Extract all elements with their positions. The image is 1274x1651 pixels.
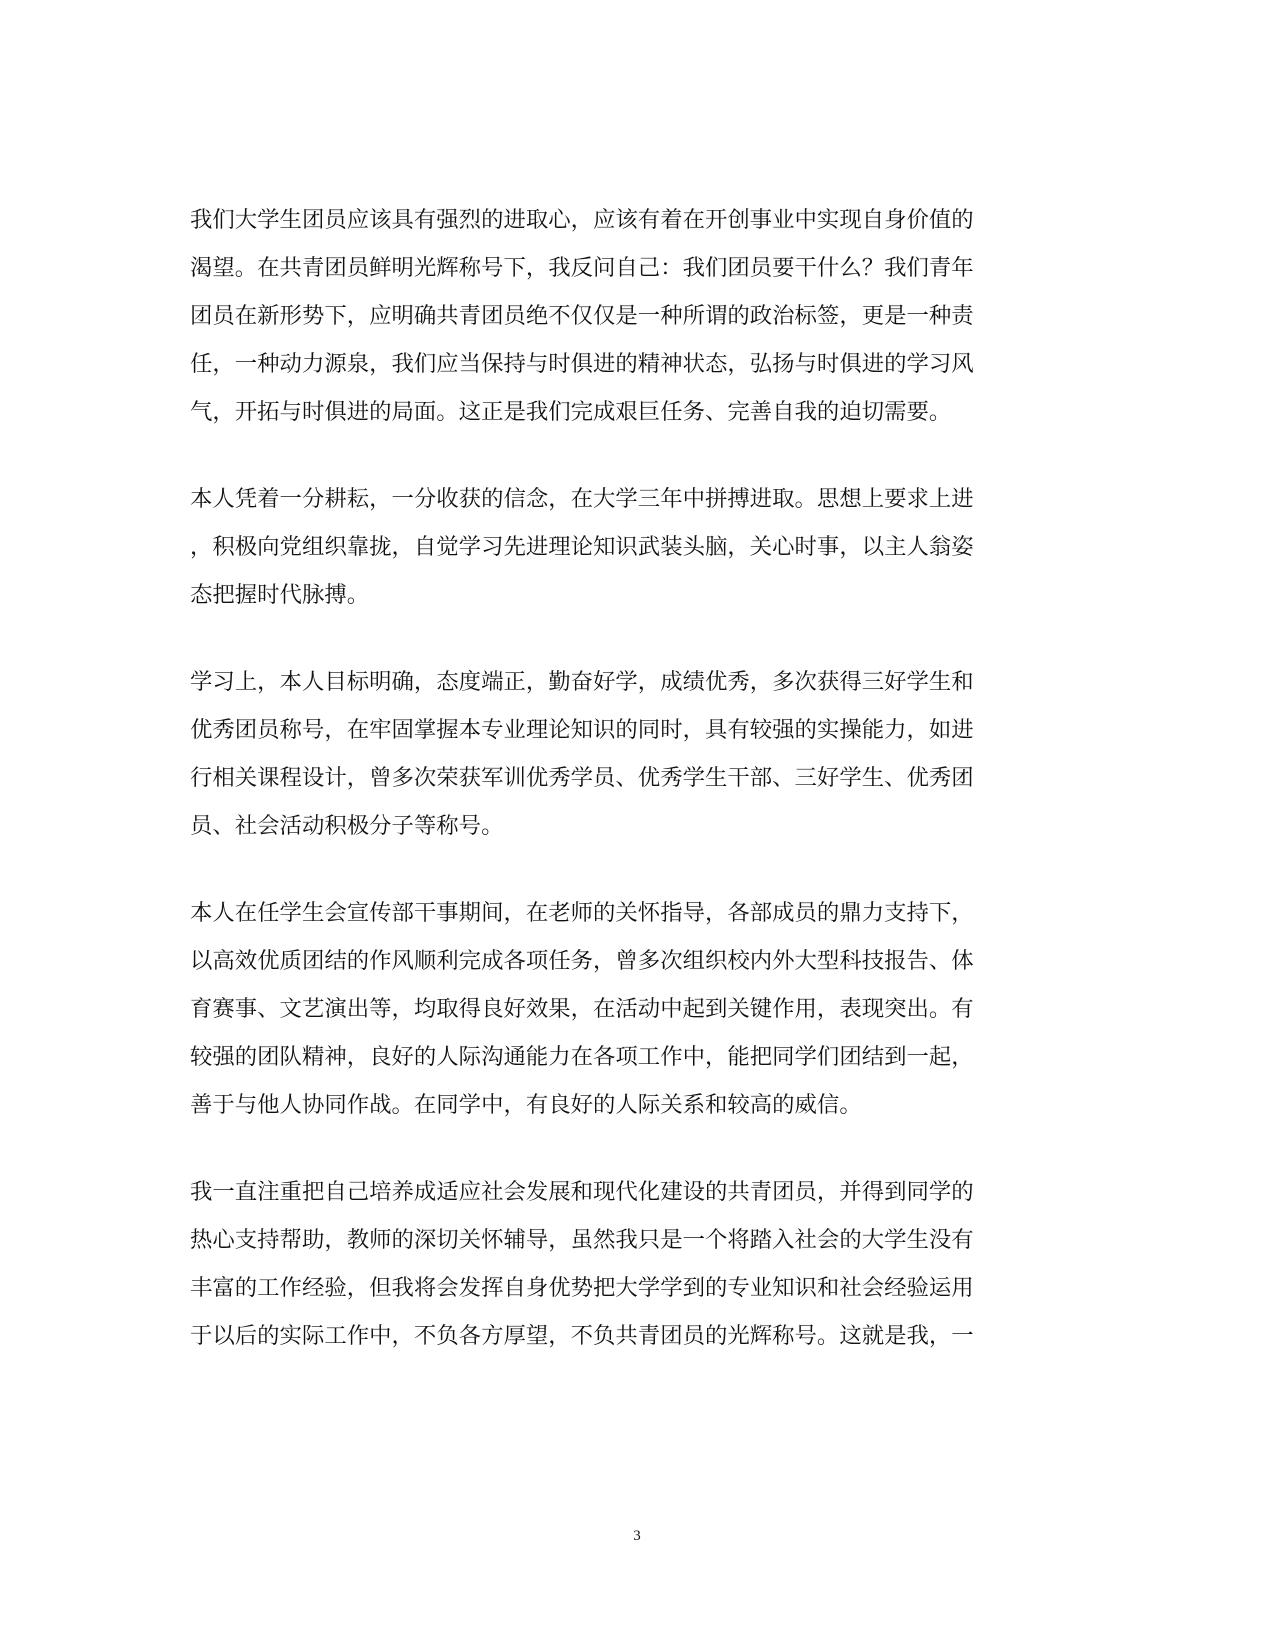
page-number: 3 bbox=[633, 1528, 641, 1544]
text-line: 于以后的实际工作中，不负各方厚望，不负共青团员的光辉称号。这就是我，一 bbox=[190, 1323, 974, 1349]
text-line: 学习上，本人目标明确，态度端正，勤奋好学，成绩优秀，多次获得三好学生和 bbox=[190, 669, 974, 695]
text-line: 团员在新形势下，应明确共青团员绝不仅仅是一种所谓的政治标签，更是一种责 bbox=[190, 303, 974, 329]
text-line: 员、社会活动积极分子等称号。 bbox=[190, 813, 504, 839]
text-line: 任，一种动力源泉，我们应当保持与时俱进的精神状态，弘扬与时俱进的学习风 bbox=[190, 351, 974, 377]
text-line: 本人在任学生会宣传部干事期间，在老师的关怀指导，各部成员的鼎力支持下， bbox=[190, 900, 974, 926]
text-line: 本人凭着一分耕耘，一分收获的信念，在大学三年中拼搏进取。思想上要求上进 bbox=[190, 486, 974, 512]
text-line: 较强的团队精神，良好的人际沟通能力在各项工作中，能把同学们团结到一起， bbox=[190, 1044, 974, 1070]
text-line: 丰富的工作经验，但我将会发挥自身优势把大学学到的专业知识和社会经验运用 bbox=[190, 1275, 974, 1301]
text-line: ，积极向党组织靠拢，自觉学习先进理论知识武装头脑，关心时事，以主人翁姿 bbox=[190, 534, 974, 560]
text-line: 善于与他人协同作战。在同学中，有良好的人际关系和较高的威信。 bbox=[190, 1092, 862, 1118]
text-line: 我一直注重把自己培养成适应社会发展和现代化建设的共青团员，并得到同学的 bbox=[190, 1179, 974, 1205]
text-line: 渴望。在共青团员鲜明光辉称号下，我反问自己：我们团员要干什么？我们青年 bbox=[190, 255, 974, 281]
text-line: 气，开拓与时俱进的局面。这正是我们完成艰巨任务、完善自我的迫切需要。 bbox=[190, 399, 952, 425]
text-line: 以高效优质团结的作风顺利完成各项任务，曾多次组织校内外大型科技报告、体 bbox=[190, 948, 974, 974]
text-line: 行相关课程设计，曾多次荣获军训优秀学员、优秀学生干部、三好学生、优秀团 bbox=[190, 765, 974, 791]
text-line: 热心支持帮助，教师的深切关怀辅导，虽然我只是一个将踏入社会的大学生没有 bbox=[190, 1227, 974, 1253]
text-line: 态把握时代脉搏。 bbox=[190, 582, 370, 608]
text-line: 育赛事、文艺演出等，均取得良好效果，在活动中起到关键作用，表现突出。有 bbox=[190, 996, 974, 1022]
text-line: 我们大学生团员应该具有强烈的进取心，应该有着在开创事业中实现自身价值的 bbox=[190, 207, 974, 233]
text-line: 优秀团员称号，在牢固掌握本专业理论知识的同时，具有较强的实操能力，如进 bbox=[190, 717, 974, 743]
